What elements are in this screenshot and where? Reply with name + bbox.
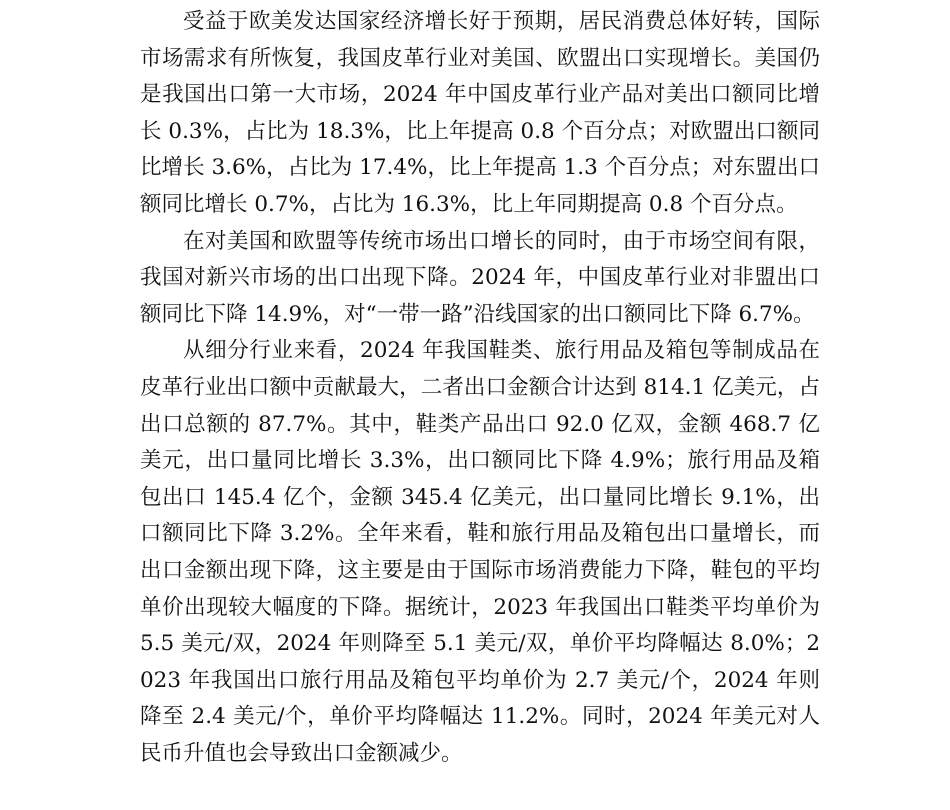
paragraph-export-markets: 受益于欧美发达国家经济增长好于预期，居民消费总体好转，国际市场需求有所恢复，我国皮革行业对美国、欧盟出口实现增长。美国仍是我国出口第一大市场，2024 年中国皮革行业产品对美出口额同比增长 0.3%，占比为 18.3%，比上年提高 0.8 个百分点；对欧盟出口额同比增长 3.6%，占比为 17.4%，比上年提高 1.3 个百分点；对东盟出口额同比增长 0.7%，占比为 16.3%，比上年同期提高 0.8 个百分点。: [140, 9, 820, 217]
paragraph-emerging-markets: 在对美国和欧盟等传统市场出口增长的同时，由于市场空间有限，我国对新兴市场的出口出现下降。2024 年，中国皮革行业对非盟出口额同比下降 14.9%，对“一带一路”沿线国家的出口额同比下降 6.7%。: [140, 228, 820, 327]
paragraph-sub-industry: 从细分行业来看，2024 年我国鞋类、旅行用品及箱包等制成品在皮革行业出口额中贡献最大，二者出口金额合计达到 814.1 亿美元，占出口总额的 87.7%。其中，鞋类产品出口 92.0 亿双，金额 468.7 亿美元，出口量同比增长 3.3%，出口额同比下降 4.9%；旅行用品及箱包出口 145.4 亿个，金额 345.4 亿美元，出口量同比增长 9.1%，出口额同比下降 3.2%。全年来看，鞋和旅行用品及箱包出口量增长，而出口金额出现下降，这主要是由于国际市场消费能力下降，鞋包的平均单价出现较大幅度的下降。据统计，2023 年我国出口鞋类平均单价为 5.5 美元/双，2024 年则降至 5.1 美元/双，单价平均降幅达 8.0%；2023 年我国出口旅行用品及箱包平均单价为 2.7 美元/个，2024 年则降至 2.4 美元/个，单价平均降幅达 11.2%。同时，2024 年美元对人民币升值也会导致出口金额减少。: [140, 338, 820, 766]
document-body: [140, 4, 820, 772]
